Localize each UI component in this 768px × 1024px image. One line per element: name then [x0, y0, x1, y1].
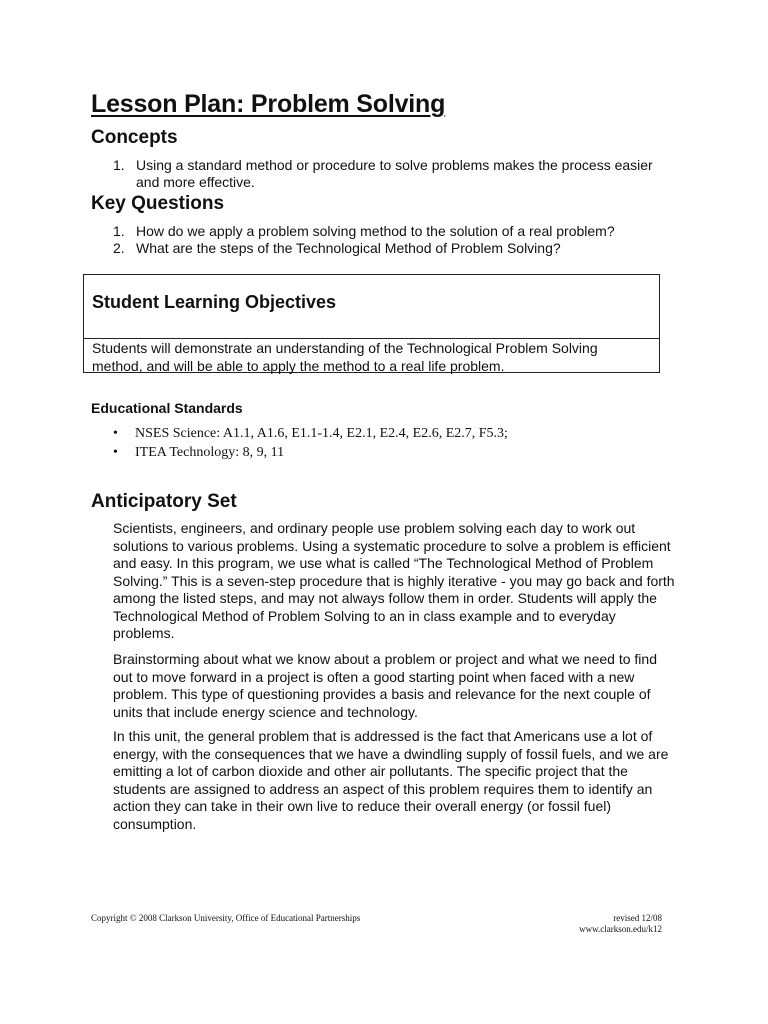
standards-list	[113, 424, 508, 462]
bullet-icon: •	[113, 445, 118, 460]
footer-copyright: Copyright © 2008 Clarkson University, Office of Educational Partnerships	[91, 913, 361, 923]
anticipatory-paragraph-1: Scientists, engineers, and ordinary people use problem solving each day to work out solutions to various problems. Using a systematic procedure to solve a problem is efficient and easy. In this program, we use what is called “The Technological Method of Problem Solving.” This is a seven-step procedure that is highly iterative - you may go back and forth among the listed steps, and may not always follow them in order. Students will apply the Technological Method of Problem Solving to an in class example and to everyday problems.	[113, 520, 675, 641]
bullet-icon: •	[113, 426, 118, 441]
key-questions-list	[113, 223, 673, 257]
page-title: Lesson Plan: Problem Solving	[91, 90, 446, 118]
anticipatory-paragraph-3: In this unit, the general problem that is addressed is the fact that Americans use a lot of energy, with the consequences that we have a dwindling supply of fossil fuels, and we are emitting a lot of carbon dioxide and other air pollutants. The specific project that the students are assigned to address an aspect of this problem requires them to identify an action they can take in their own live to reduce their overall energy (or fossil fuel) consumption.	[113, 728, 669, 832]
concepts-heading: Concepts	[91, 127, 178, 148]
objectives-box	[83, 274, 660, 373]
concepts-list	[113, 157, 673, 191]
list-item	[113, 223, 673, 240]
list-item	[113, 157, 673, 191]
anticipatory-heading: Anticipatory Set	[91, 491, 237, 512]
standards-heading: Educational Standards	[91, 400, 243, 416]
list-text: How do we apply a problem solving method to the solution of a real problem?	[136, 223, 615, 239]
list-number: 2.	[113, 240, 125, 256]
list-text: NSES Science: A1.1, A1.6, E1.1-1.4, E2.1, E2.4, E2.6, E2.7, F5.3;	[135, 426, 508, 441]
list-number: 1.	[113, 223, 125, 239]
anticipatory-paragraph-2: Brainstorming about what we know about a problem or project and what we need to find out to move forward in a project is often a good starting point when faced with a new problem. This type of questioning provides a basis and relevance for the next couple of units that include energy science and technology.	[113, 651, 657, 720]
list-number: 1.	[113, 157, 125, 173]
list-item	[113, 424, 508, 443]
footer-revised: revised 12/08	[613, 913, 662, 923]
objectives-text: Students will demonstrate an understanding of the Technological Problem Solving method, and will be able to apply the method to a real life problem.	[92, 340, 598, 374]
list-item	[113, 240, 673, 257]
objectives-heading: Student Learning Objectives	[92, 292, 337, 312]
footer-url: www.clarkson.edu/k12	[579, 924, 662, 934]
key-questions-heading: Key Questions	[91, 193, 225, 214]
list-text: Using a standard method or procedure to solve problems makes the process easier and more effective.	[136, 157, 653, 190]
list-text: What are the steps of the Technological Method of Problem Solving?	[136, 240, 561, 256]
footer-meta	[579, 913, 662, 935]
list-text: ITEA Technology: 8, 9, 11	[135, 445, 285, 460]
list-item	[113, 443, 508, 462]
